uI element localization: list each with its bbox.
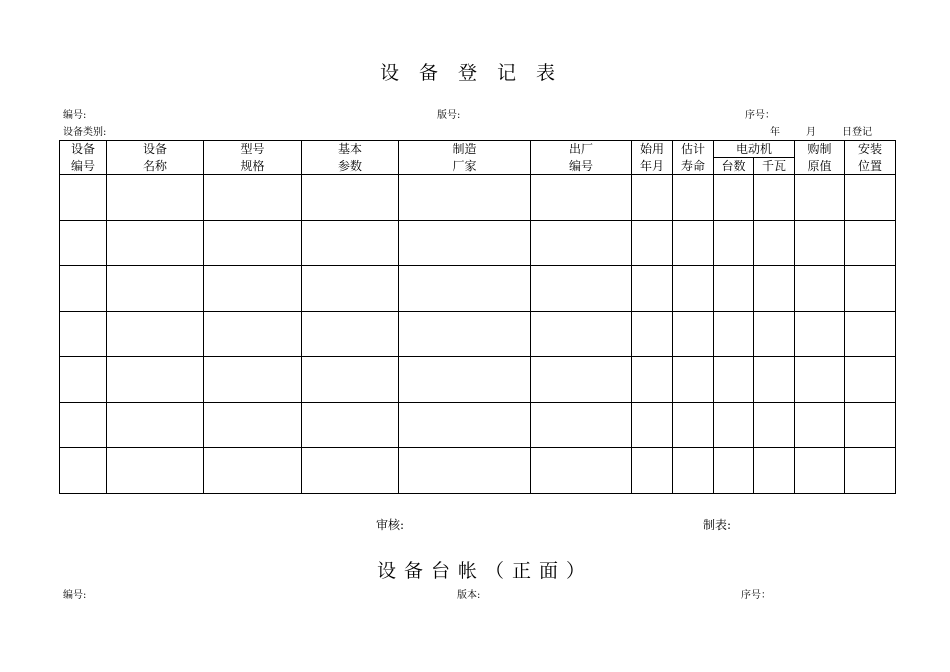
col-header-estimated-life-1: 估计	[673, 141, 714, 158]
register-sequence-label: 序号：	[745, 110, 775, 121]
table-cell[interactable]	[107, 175, 204, 221]
table-cell[interactable]	[673, 220, 714, 266]
table-cell[interactable]	[302, 402, 399, 448]
table-cell[interactable]	[714, 266, 754, 312]
col-header-estimated-life-2: 寿命	[673, 158, 714, 175]
register-edition-label: 版号:	[437, 110, 461, 121]
ledger-sequence-label: 序号：	[741, 590, 771, 601]
col-header-motor-units: 台数	[714, 158, 754, 175]
table-row	[60, 311, 896, 357]
col-header-basic-params-1: 基本	[302, 141, 399, 158]
table-cell[interactable]	[60, 266, 107, 312]
table-cell[interactable]	[302, 357, 399, 403]
table-cell[interactable]	[795, 266, 845, 312]
date-month-label: 月	[806, 127, 816, 138]
table-cell[interactable]	[399, 357, 531, 403]
table-cell[interactable]	[531, 402, 632, 448]
table-cell[interactable]	[531, 266, 632, 312]
table-cell[interactable]	[754, 266, 795, 312]
table-cell[interactable]	[204, 311, 302, 357]
table-cell[interactable]	[845, 175, 896, 221]
table-cell[interactable]	[754, 175, 795, 221]
table-cell[interactable]	[107, 357, 204, 403]
table-cell[interactable]	[107, 266, 204, 312]
table-cell[interactable]	[531, 357, 632, 403]
table-cell[interactable]	[107, 448, 204, 494]
table-cell[interactable]	[399, 448, 531, 494]
table-cell[interactable]	[399, 175, 531, 221]
table-cell[interactable]	[107, 311, 204, 357]
col-header-motor-kilowatts: 千瓦	[754, 158, 795, 175]
col-header-manufacturer-1: 制造	[399, 141, 531, 158]
table-cell[interactable]	[673, 266, 714, 312]
table-cell[interactable]	[795, 220, 845, 266]
table-cell[interactable]	[60, 448, 107, 494]
table-cell[interactable]	[795, 402, 845, 448]
table-cell[interactable]	[673, 448, 714, 494]
table-cell[interactable]	[795, 448, 845, 494]
preparer-label: 制表:	[703, 518, 732, 532]
register-title: 设备登记表	[380, 62, 576, 84]
table-cell[interactable]	[632, 448, 673, 494]
table-cell[interactable]	[845, 357, 896, 403]
table-cell[interactable]	[845, 402, 896, 448]
table-cell[interactable]	[795, 357, 845, 403]
col-header-equipment-number-2: 编号	[60, 158, 107, 175]
table-row	[60, 175, 896, 221]
table-cell[interactable]	[632, 175, 673, 221]
table-row	[60, 448, 896, 494]
table-cell[interactable]	[754, 448, 795, 494]
table-cell[interactable]	[60, 402, 107, 448]
table-cell[interactable]	[302, 220, 399, 266]
table-cell[interactable]	[845, 311, 896, 357]
table-cell[interactable]	[399, 220, 531, 266]
col-header-equipment-name-2: 名称	[107, 158, 204, 175]
col-header-basic-params-2: 参数	[302, 158, 399, 175]
table-cell[interactable]	[399, 311, 531, 357]
table-cell[interactable]	[795, 311, 845, 357]
table-cell[interactable]	[302, 448, 399, 494]
col-header-factory-number-2: 编号	[531, 158, 632, 175]
table-cell[interactable]	[204, 357, 302, 403]
table-cell[interactable]	[531, 175, 632, 221]
date-day-register-label: 日登记	[842, 127, 872, 138]
register-number-label: 编号:	[63, 110, 87, 121]
table-cell[interactable]	[632, 220, 673, 266]
col-header-factory-number-1: 出厂	[531, 141, 632, 158]
col-header-model-spec-1: 型号	[204, 141, 302, 158]
date-year-label: 年	[770, 127, 780, 138]
table-row	[60, 266, 896, 312]
table-cell[interactable]	[714, 448, 754, 494]
table-cell[interactable]	[845, 266, 896, 312]
col-header-equipment-number-1: 设备	[60, 141, 107, 158]
table-cell[interactable]	[673, 402, 714, 448]
table-cell[interactable]	[399, 402, 531, 448]
table-cell[interactable]	[632, 311, 673, 357]
table-cell[interactable]	[107, 402, 204, 448]
table-cell[interactable]	[632, 402, 673, 448]
table-cell[interactable]	[754, 402, 795, 448]
table-cell[interactable]	[795, 175, 845, 221]
col-header-start-date-2: 年月	[632, 158, 673, 175]
col-header-manufacturer-2: 厂家	[399, 158, 531, 175]
table-cell[interactable]	[714, 402, 754, 448]
table-cell[interactable]	[60, 220, 107, 266]
table-cell[interactable]	[632, 357, 673, 403]
table-cell[interactable]	[714, 357, 754, 403]
table-row	[60, 357, 896, 403]
table-cell[interactable]	[302, 266, 399, 312]
ledger-number-label: 编号:	[63, 590, 87, 601]
table-cell[interactable]	[302, 175, 399, 221]
table-cell[interactable]	[714, 175, 754, 221]
col-header-purchase-value-1: 购制	[795, 141, 845, 158]
col-header-model-spec-2: 规格	[204, 158, 302, 175]
table-cell[interactable]	[60, 175, 107, 221]
col-header-start-date-1: 始用	[632, 141, 673, 158]
col-header-install-location-2: 位置	[845, 158, 896, 175]
table-cell[interactable]	[302, 311, 399, 357]
register-table-body	[60, 175, 896, 494]
table-cell[interactable]	[204, 175, 302, 221]
table-cell[interactable]	[673, 357, 714, 403]
table-cell[interactable]	[107, 220, 204, 266]
table-cell[interactable]	[531, 448, 632, 494]
col-header-equipment-name-1: 设备	[107, 141, 204, 158]
table-cell[interactable]	[531, 311, 632, 357]
table-cell[interactable]	[399, 266, 531, 312]
table-cell[interactable]	[754, 220, 795, 266]
equipment-category-label: 设备类别:	[63, 127, 107, 138]
col-header-purchase-value-2: 原值	[795, 158, 845, 175]
equipment-register-table	[59, 140, 896, 494]
table-cell[interactable]	[204, 266, 302, 312]
table-cell[interactable]	[632, 266, 673, 312]
table-cell[interactable]	[845, 220, 896, 266]
table-cell[interactable]	[714, 220, 754, 266]
table-row	[60, 402, 896, 448]
col-header-motor-group: 电动机	[714, 141, 795, 158]
table-cell[interactable]	[204, 220, 302, 266]
table-cell[interactable]	[845, 448, 896, 494]
table-cell[interactable]	[754, 357, 795, 403]
table-cell[interactable]	[204, 448, 302, 494]
reviewer-label: 审核:	[376, 518, 405, 532]
table-cell[interactable]	[673, 311, 714, 357]
ledger-title: 设备台帐（正面）	[377, 560, 594, 582]
ledger-version-label: 版本:	[457, 590, 481, 601]
col-header-install-location-1: 安装	[845, 141, 896, 158]
table-cell[interactable]	[60, 311, 107, 357]
table-row	[60, 220, 896, 266]
table-cell[interactable]	[754, 311, 795, 357]
table-cell[interactable]	[673, 175, 714, 221]
table-cell[interactable]	[714, 311, 754, 357]
table-cell[interactable]	[531, 220, 632, 266]
table-cell[interactable]	[60, 357, 107, 403]
table-cell[interactable]	[204, 402, 302, 448]
